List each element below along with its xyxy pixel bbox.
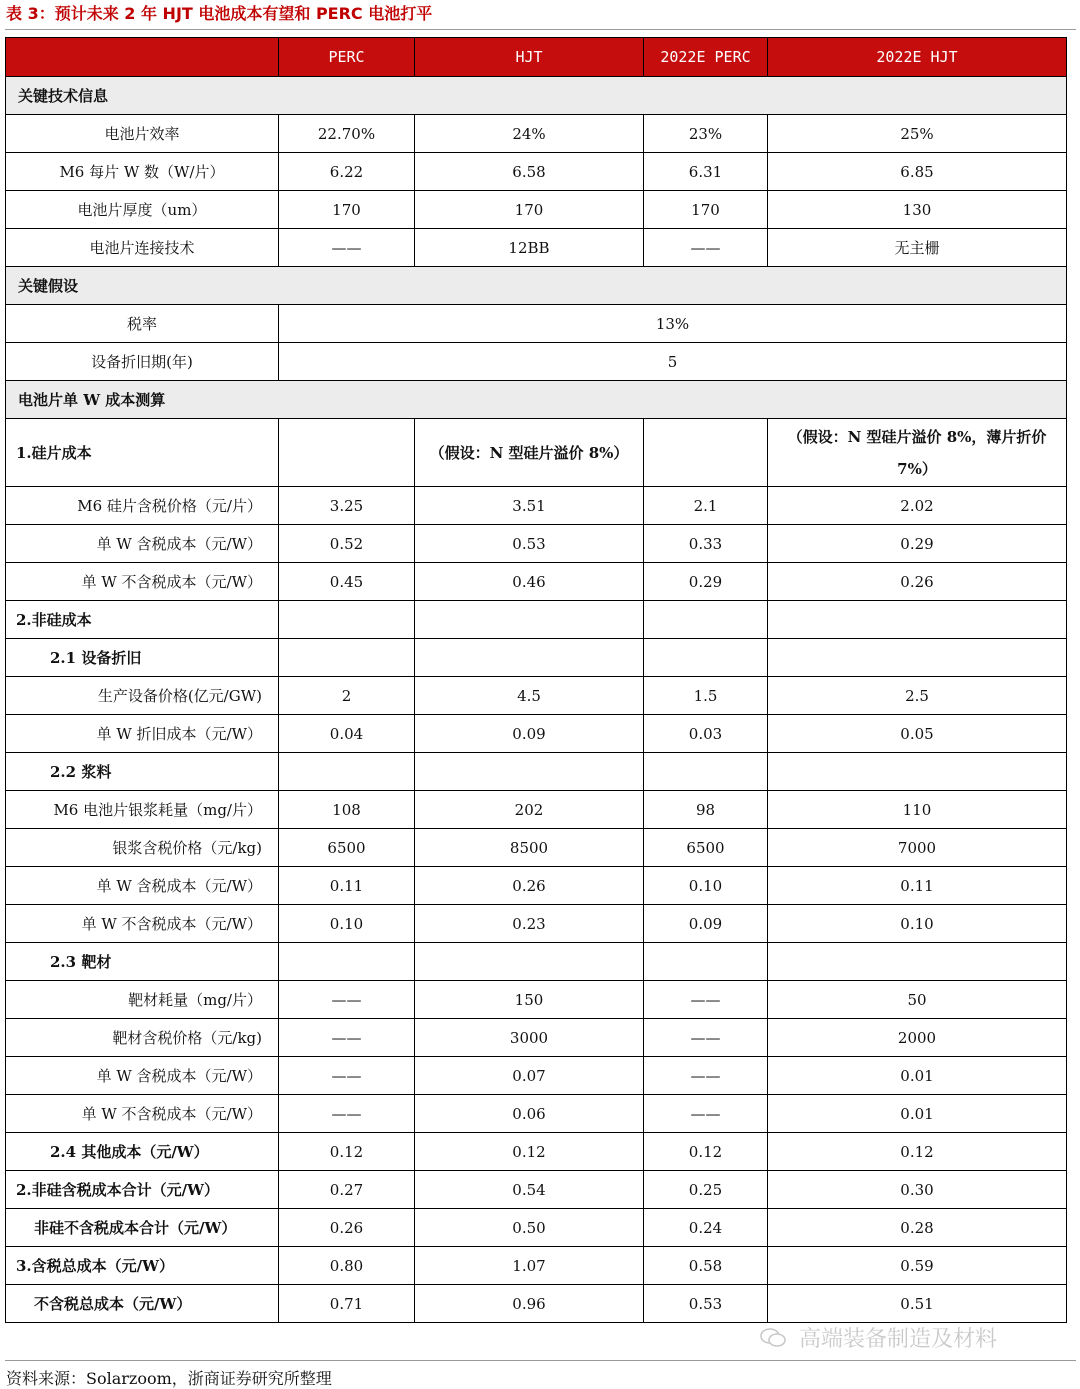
table-row: [6, 1285, 1067, 1323]
header-cell-blank: [6, 38, 279, 77]
table-title: 表 3：预计未来 2 年 HJT 电池成本有望和 PERC 电池打平: [6, 4, 433, 23]
cell-value: 0.33: [644, 525, 768, 563]
wechat-icon: [760, 1328, 786, 1348]
row-label: 2.4 其他成本（元/W）: [6, 1133, 279, 1171]
row-label: 单 W 折旧成本（元/W）: [6, 715, 279, 753]
cell-value: ——: [644, 1057, 768, 1095]
table-row: [6, 791, 1067, 829]
table-row: [6, 829, 1067, 867]
row-label: M6 电池片银浆耗量（mg/片）: [6, 791, 279, 829]
cell-value: 110: [768, 791, 1067, 829]
cell-value: 6500: [279, 829, 415, 867]
header-row: [6, 38, 1067, 77]
cell-value: 6.22: [279, 153, 415, 191]
cell-value: 50: [768, 981, 1067, 1019]
section-assumptions: 关键假设: [6, 267, 1067, 305]
cell-value: 1.5: [644, 677, 768, 715]
cell-value: 0.12: [279, 1133, 415, 1171]
cell-value: 98: [644, 791, 768, 829]
section-tech: 关键技术信息: [6, 77, 1067, 115]
cell-value: [279, 419, 415, 487]
row-label: 单 W 不含税成本（元/W）: [6, 1095, 279, 1133]
cell-note: （假设：N 型硅片溢价 8%，薄片折价 7%）: [768, 419, 1067, 487]
table-row: [6, 639, 1067, 677]
cell-value: 0.26: [415, 867, 644, 905]
cell-value: 0.30: [768, 1171, 1067, 1209]
table-row: [6, 753, 1067, 791]
table-row: [6, 715, 1067, 753]
cell-value: 0.12: [644, 1133, 768, 1171]
cell-value: 无主栅: [768, 229, 1067, 267]
cell-value: 25%: [768, 115, 1067, 153]
cell-value: 0.10: [768, 905, 1067, 943]
cell-value: 0.10: [279, 905, 415, 943]
table-row: [6, 525, 1067, 563]
cell-value: 108: [279, 791, 415, 829]
row-label: 单 W 不含税成本（元/W）: [6, 563, 279, 601]
cell-value: 0.45: [279, 563, 415, 601]
cell-value: 130: [768, 191, 1067, 229]
cell-value: 0.10: [644, 867, 768, 905]
row-label: 设备折旧期(年): [6, 343, 279, 381]
cell-value: ——: [279, 1057, 415, 1095]
cell-value: 0.07: [415, 1057, 644, 1095]
cell-value: 0.50: [415, 1209, 644, 1247]
cell-value: ——: [279, 1095, 415, 1133]
table-row: [6, 1171, 1067, 1209]
cell-value: [644, 419, 768, 487]
table-row: [6, 905, 1067, 943]
cell-value: 2.5: [768, 677, 1067, 715]
cell-value: 0.01: [768, 1057, 1067, 1095]
table-row: [6, 229, 1067, 267]
watermark: [760, 1322, 997, 1353]
row-label: 单 W 含税成本（元/W）: [6, 1057, 279, 1095]
cell-note: （假设：N 型硅片溢价 8%）: [415, 419, 644, 487]
row-label: 2.1 设备折旧: [6, 639, 279, 677]
cell-value: ——: [644, 981, 768, 1019]
cell-value: 0.52: [279, 525, 415, 563]
row-label: 非硅不含税成本合计（元/W）: [6, 1209, 279, 1247]
header-cell-hjt: HJT: [415, 38, 644, 77]
row-label: 靶材耗量（mg/片）: [6, 981, 279, 1019]
cell-value: 0.05: [768, 715, 1067, 753]
cell-value: 0.09: [644, 905, 768, 943]
cell-value: ——: [279, 229, 415, 267]
table-row: [6, 419, 1067, 487]
cell-value: 0.46: [415, 563, 644, 601]
row-label: 1.硅片成本: [6, 419, 279, 487]
cell-value: 0.24: [644, 1209, 768, 1247]
table-row: [6, 1133, 1067, 1171]
cell-value: 170: [644, 191, 768, 229]
cell-value: 0.58: [644, 1247, 768, 1285]
cell-value: 6.58: [415, 153, 644, 191]
cell-value: 0.27: [279, 1171, 415, 1209]
row-label: 电池片效率: [6, 115, 279, 153]
cell-value: 0.54: [415, 1171, 644, 1209]
table-row: [6, 115, 1067, 153]
cell-value: 0.80: [279, 1247, 415, 1285]
source-note: 资料来源：Solarzoom，浙商证券研究所整理: [6, 1369, 332, 1388]
cell-value: 3.25: [279, 487, 415, 525]
row-label: M6 每片 W 数（W/片）: [6, 153, 279, 191]
cell-value: 0.12: [415, 1133, 644, 1171]
cell-value: 0.25: [644, 1171, 768, 1209]
table-row: [6, 867, 1067, 905]
cell-value: 2: [279, 677, 415, 715]
table-row: [6, 563, 1067, 601]
cell-value: 0.11: [279, 867, 415, 905]
cell-value: 0.51: [768, 1285, 1067, 1323]
table-row: [6, 943, 1067, 981]
row-label: 银浆含税价格（元/kg): [6, 829, 279, 867]
cell-value: ——: [279, 1019, 415, 1057]
cost-comparison-table: [5, 37, 1067, 1323]
cell-value: 0.29: [768, 525, 1067, 563]
row-label: 不含税总成本（元/W）: [6, 1285, 279, 1323]
cell-value: 1.07: [415, 1247, 644, 1285]
cell-value: 0.53: [644, 1285, 768, 1323]
section-cost: 电池片单 W 成本测算: [6, 381, 1067, 419]
cell-value: 0.12: [768, 1133, 1067, 1171]
cell-value: 0.09: [415, 715, 644, 753]
cell-value: 6.31: [644, 153, 768, 191]
cell-value: 0.59: [768, 1247, 1067, 1285]
cell-value: 0.29: [644, 563, 768, 601]
cell-value-merged: 13%: [279, 305, 1067, 343]
row-label: 单 W 不含税成本（元/W）: [6, 905, 279, 943]
row-label: 电池片连接技术: [6, 229, 279, 267]
cell-value: 22.70%: [279, 115, 415, 153]
cell-value: 0.06: [415, 1095, 644, 1133]
cell-value: 0.53: [415, 525, 644, 563]
cell-value: 170: [279, 191, 415, 229]
cell-value: 24%: [415, 115, 644, 153]
table-row: [6, 1209, 1067, 1247]
watermark-text: 高端装备制造及材料: [799, 1327, 998, 1352]
row-label: 生产设备价格(亿元/GW): [6, 677, 279, 715]
cell-value: 170: [415, 191, 644, 229]
row-label: 3.含税总成本（元/W）: [6, 1247, 279, 1285]
row-label: 2.3 靶材: [6, 943, 279, 981]
cell-value: 0.23: [415, 905, 644, 943]
row-label: 税率: [6, 305, 279, 343]
table-row: [6, 1057, 1067, 1095]
cell-value: 0.26: [279, 1209, 415, 1247]
row-label: 靶材含税价格（元/kg): [6, 1019, 279, 1057]
cell-value: 12BB: [415, 229, 644, 267]
title-divider: [5, 29, 1076, 30]
table-row: [6, 1019, 1067, 1057]
cell-value: 6.85: [768, 153, 1067, 191]
cell-value: ——: [644, 229, 768, 267]
row-label: 2.2 浆料: [6, 753, 279, 791]
cell-value: 2.02: [768, 487, 1067, 525]
cell-value-merged: 5: [279, 343, 1067, 381]
cell-value: ——: [279, 981, 415, 1019]
cell-value: 2000: [768, 1019, 1067, 1057]
row-label: M6 硅片含税价格（元/片）: [6, 487, 279, 525]
cell-value: 3.51: [415, 487, 644, 525]
cell-value: 0.71: [279, 1285, 415, 1323]
table-row: [6, 305, 1067, 343]
cell-value: ——: [644, 1095, 768, 1133]
header-cell-2022e-perc: 2022E PERC: [644, 38, 768, 77]
row-label: 2.非硅含税成本合计（元/W）: [6, 1171, 279, 1209]
cell-value: 0.03: [644, 715, 768, 753]
table-row: [6, 191, 1067, 229]
header-cell-perc: PERC: [279, 38, 415, 77]
cell-value: 0.11: [768, 867, 1067, 905]
cell-value: 4.5: [415, 677, 644, 715]
cell-value: 202: [415, 791, 644, 829]
cell-value: 8500: [415, 829, 644, 867]
table-row: [6, 1247, 1067, 1285]
cell-value: 150: [415, 981, 644, 1019]
cell-value: 3000: [415, 1019, 644, 1057]
table-row: [6, 153, 1067, 191]
cell-value: 0.04: [279, 715, 415, 753]
table-row: [6, 1095, 1067, 1133]
footer-divider: [5, 1360, 1076, 1361]
row-label: 电池片厚度（um）: [6, 191, 279, 229]
cell-value: ——: [644, 1019, 768, 1057]
cell-value: 0.96: [415, 1285, 644, 1323]
table-row: [6, 601, 1067, 639]
cell-value: 0.01: [768, 1095, 1067, 1133]
row-label: 单 W 含税成本（元/W）: [6, 867, 279, 905]
cell-value: 23%: [644, 115, 768, 153]
cell-value: 0.28: [768, 1209, 1067, 1247]
table-row: [6, 981, 1067, 1019]
table-row: [6, 487, 1067, 525]
cell-value: 0.26: [768, 563, 1067, 601]
header-cell-2022e-hjt: 2022E HJT: [768, 38, 1067, 77]
table-row: [6, 677, 1067, 715]
cell-value: 2.1: [644, 487, 768, 525]
row-label: 2.非硅成本: [6, 601, 279, 639]
row-label: 单 W 含税成本（元/W）: [6, 525, 279, 563]
cell-value: 6500: [644, 829, 768, 867]
table-row: [6, 343, 1067, 381]
cell-value: 7000: [768, 829, 1067, 867]
